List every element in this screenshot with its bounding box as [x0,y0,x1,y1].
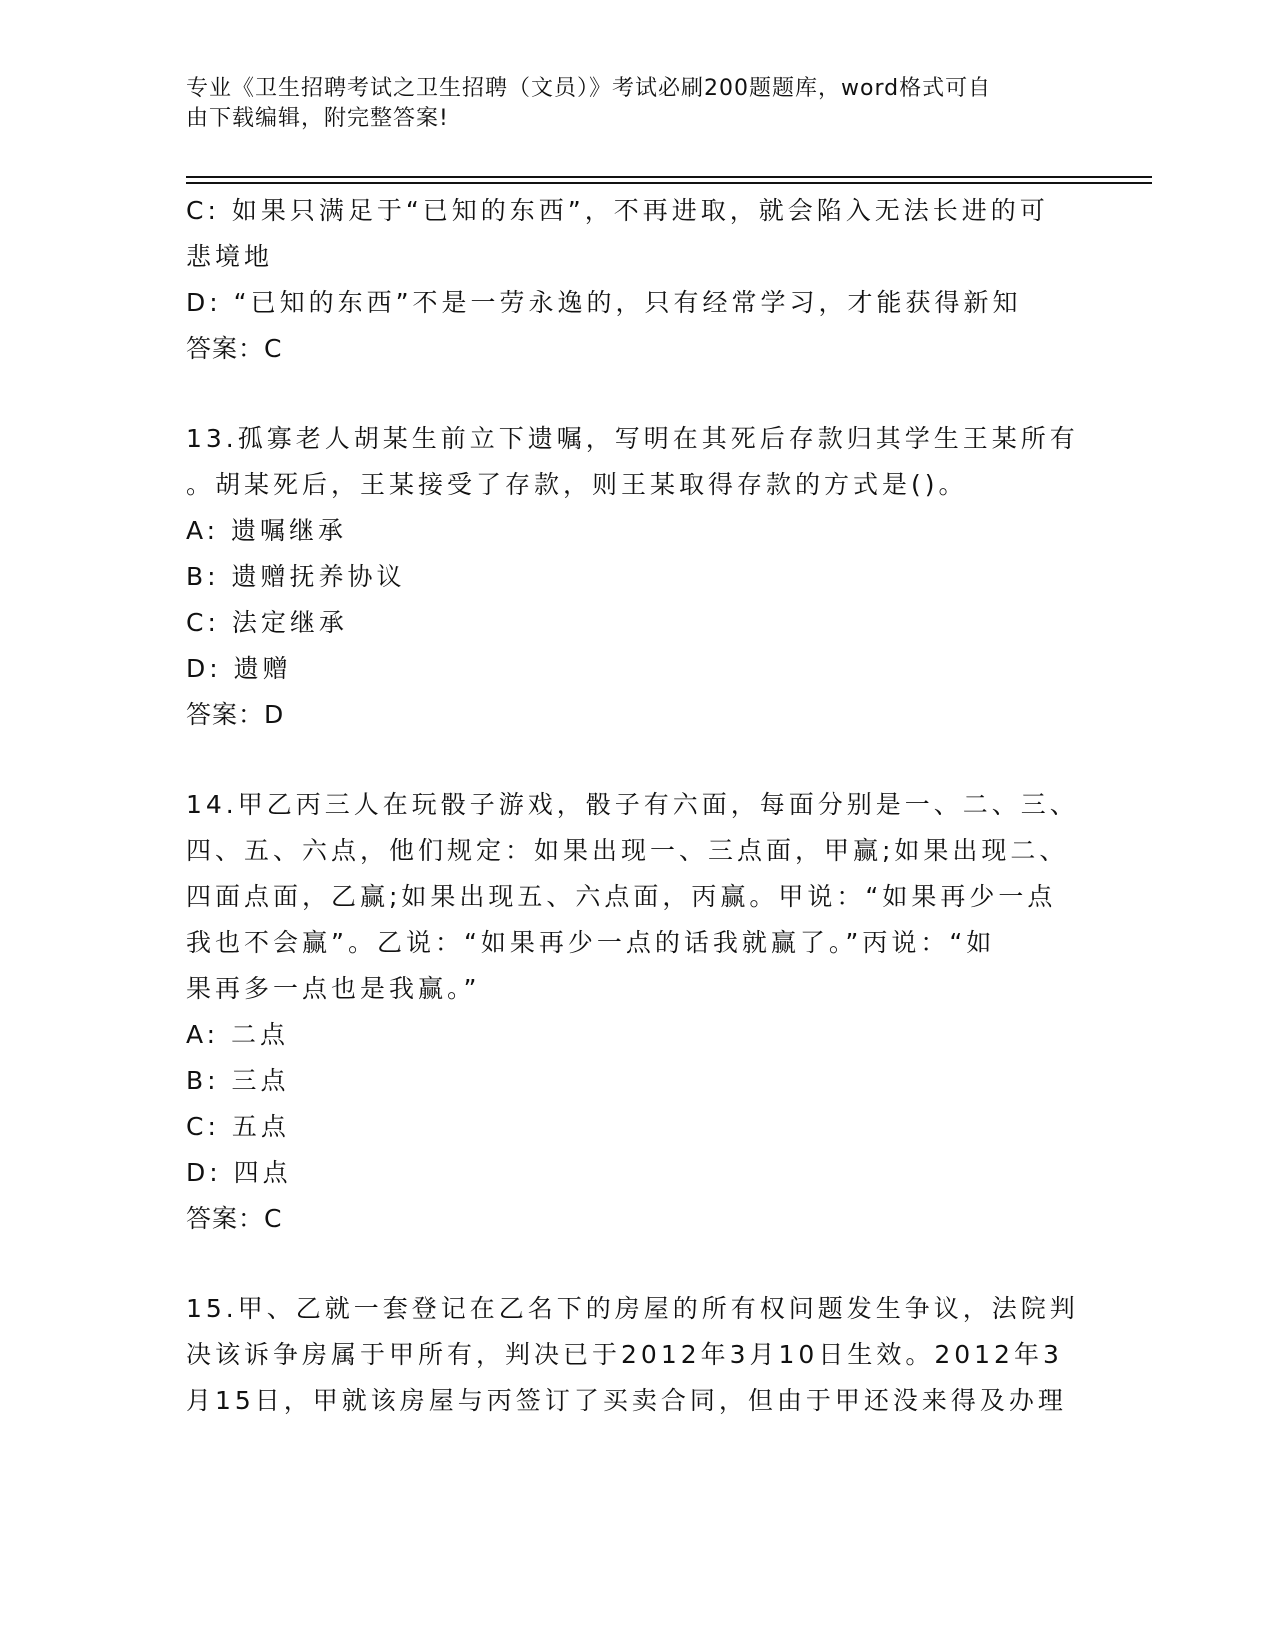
option-c: C: 法定继承 [186,608,348,637]
option-c: C: 五点 [186,1112,290,1141]
header-line: 专业《卫生招聘考试之卫生招聘（文员）》考试必刷200题题库，word格式可自 [186,76,992,101]
question-stem-line: 月15日，甲就该房屋与丙签订了买卖合同，但由于甲还没来得及办理 [186,1386,1067,1415]
option-d: D: 四点 [186,1158,292,1187]
option-d: D: 遗赠 [186,654,292,683]
answer-line: 答案：C [186,334,283,363]
document-body [186,188,1086,1424]
question-stem-line: 。胡某死后，王某接受了存款，则王某取得存款的方式是()。 [186,470,968,499]
answer-line: 答案：D [186,700,285,729]
question-stem-line: 决该诉争房属于甲所有，判决已于2012年3月10日生效。2012年3 [186,1340,1063,1369]
option-b: B: 遗赠抚养协议 [186,562,406,591]
option-line: C: 如果只满足于“已知的东西”，不再进取，就会陷入无法长进的可 [186,196,1049,225]
option-b: B: 三点 [186,1066,290,1095]
option-line: 悲境地 [186,242,274,271]
header-divider [186,182,1152,184]
question-14 [186,782,1086,1242]
spacer [186,372,1086,416]
question-stem-line: 我也不会赢”。乙说：“如果再少一点的话我就赢了。”丙说：“如 [186,928,996,957]
document-header [186,74,1066,134]
answer-line: 答案：C [186,1204,283,1233]
option-a: A: 二点 [186,1020,290,1049]
spacer [186,1242,1086,1286]
question-13 [186,416,1086,738]
question-stem-line: 四面点面，乙赢;如果出现五、六点面，丙赢。甲说：“如果再少一点 [186,882,1057,911]
question-stem-line: 15.甲、乙就一套登记在乙名下的房屋的所有权问题发生争议，法院判 [186,1294,1079,1323]
spacer [186,738,1086,782]
question-previous [186,188,1086,372]
question-15 [186,1286,1086,1424]
question-stem-line: 四、五、六点，他们规定：如果出现一、三点面，甲赢;如果出现二、 [186,836,1069,865]
header-divider [186,176,1152,178]
question-stem-line: 果再多一点也是我赢。” [186,974,481,1003]
option-a: A: 遗嘱继承 [186,516,348,545]
header-line: 由下载编辑，附完整答案! [186,106,449,131]
option-line: D: “已知的东西”不是一劳永逸的，只有经常学习，才能获得新知 [186,288,1022,317]
question-stem-line: 14.甲乙丙三人在玩骰子游戏，骰子有六面，每面分别是一、二、三、 [186,790,1079,819]
question-stem-line: 13.孤寡老人胡某生前立下遗嘱，写明在其死后存款归其学生王某所有 [186,424,1079,453]
